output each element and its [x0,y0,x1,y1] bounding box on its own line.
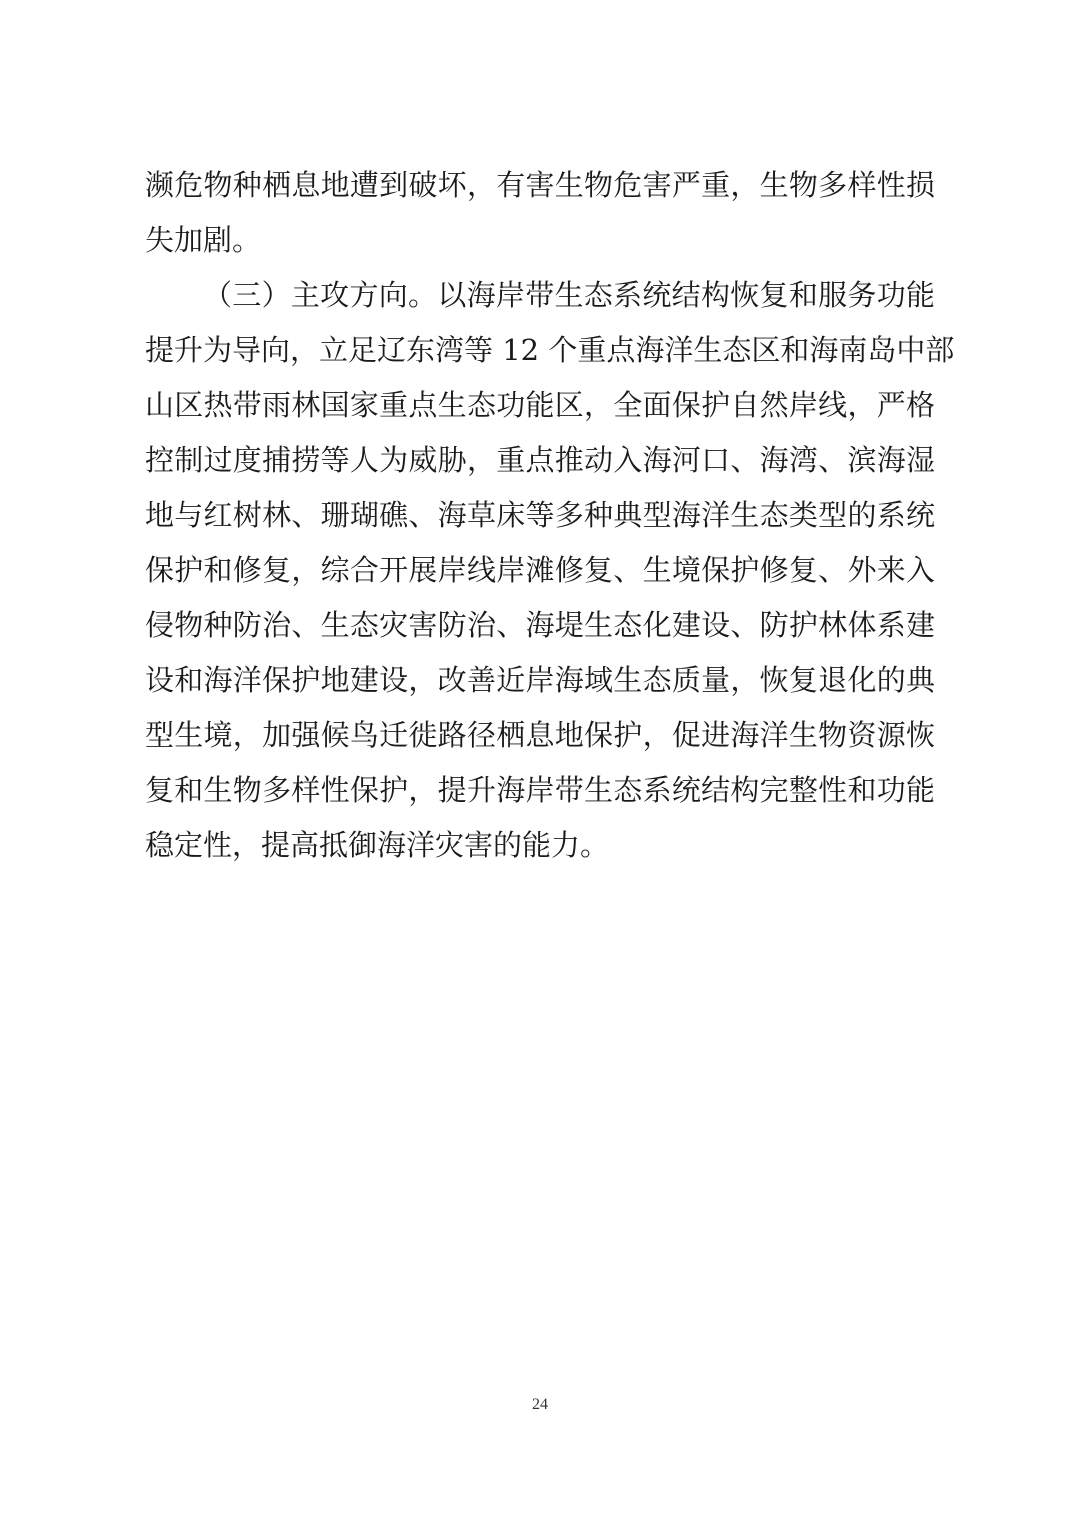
text-line: 保护和修复，综合开展岸线岸滩修复、生境保护修复、外来入 [145,553,935,587]
text-line: 失加剧。 [145,223,262,257]
section-heading-line: （三）主攻方向。以海岸带生态系统结构恢复和服务功能 [203,278,935,312]
text-line: 设和海洋保护地建设，改善近岸海域生态质量，恢复退化的典 [145,663,935,697]
text-line: 稳定性，提高抵御海洋灾害的能力。 [145,828,610,862]
text-line: 复和生物多样性保护，提升海岸带生态系统结构完整性和功能 [145,773,935,807]
text-line: 提升为导向，立足辽东湾等 12 个重点海洋生态区和海南岛中部 [145,333,955,367]
text-line: 型生境，加强候鸟迁徙路径栖息地保护，促进海洋生物资源恢 [145,718,935,752]
text-line: 侵物种防治、生态灾害防治、海堤生态化建设、防护林体系建 [145,608,935,642]
text-line: 濒危物种栖息地遭到破坏，有害生物危害严重，生物多样性损 [145,168,935,202]
body-text [145,158,955,873]
text-line: 地与红树林、珊瑚礁、海草床等多种典型海洋生态类型的系统 [145,498,935,532]
paragraph-main-direction [145,268,955,873]
text-line: 山区热带雨林国家重点生态功能区，全面保护自然岸线，严格 [145,388,935,422]
page-number: 24 [532,1396,548,1413]
text-line: 控制过度捕捞等人为威胁，重点推动入海河口、海湾、滨海湿 [145,443,935,477]
paragraph-continued [145,158,935,268]
